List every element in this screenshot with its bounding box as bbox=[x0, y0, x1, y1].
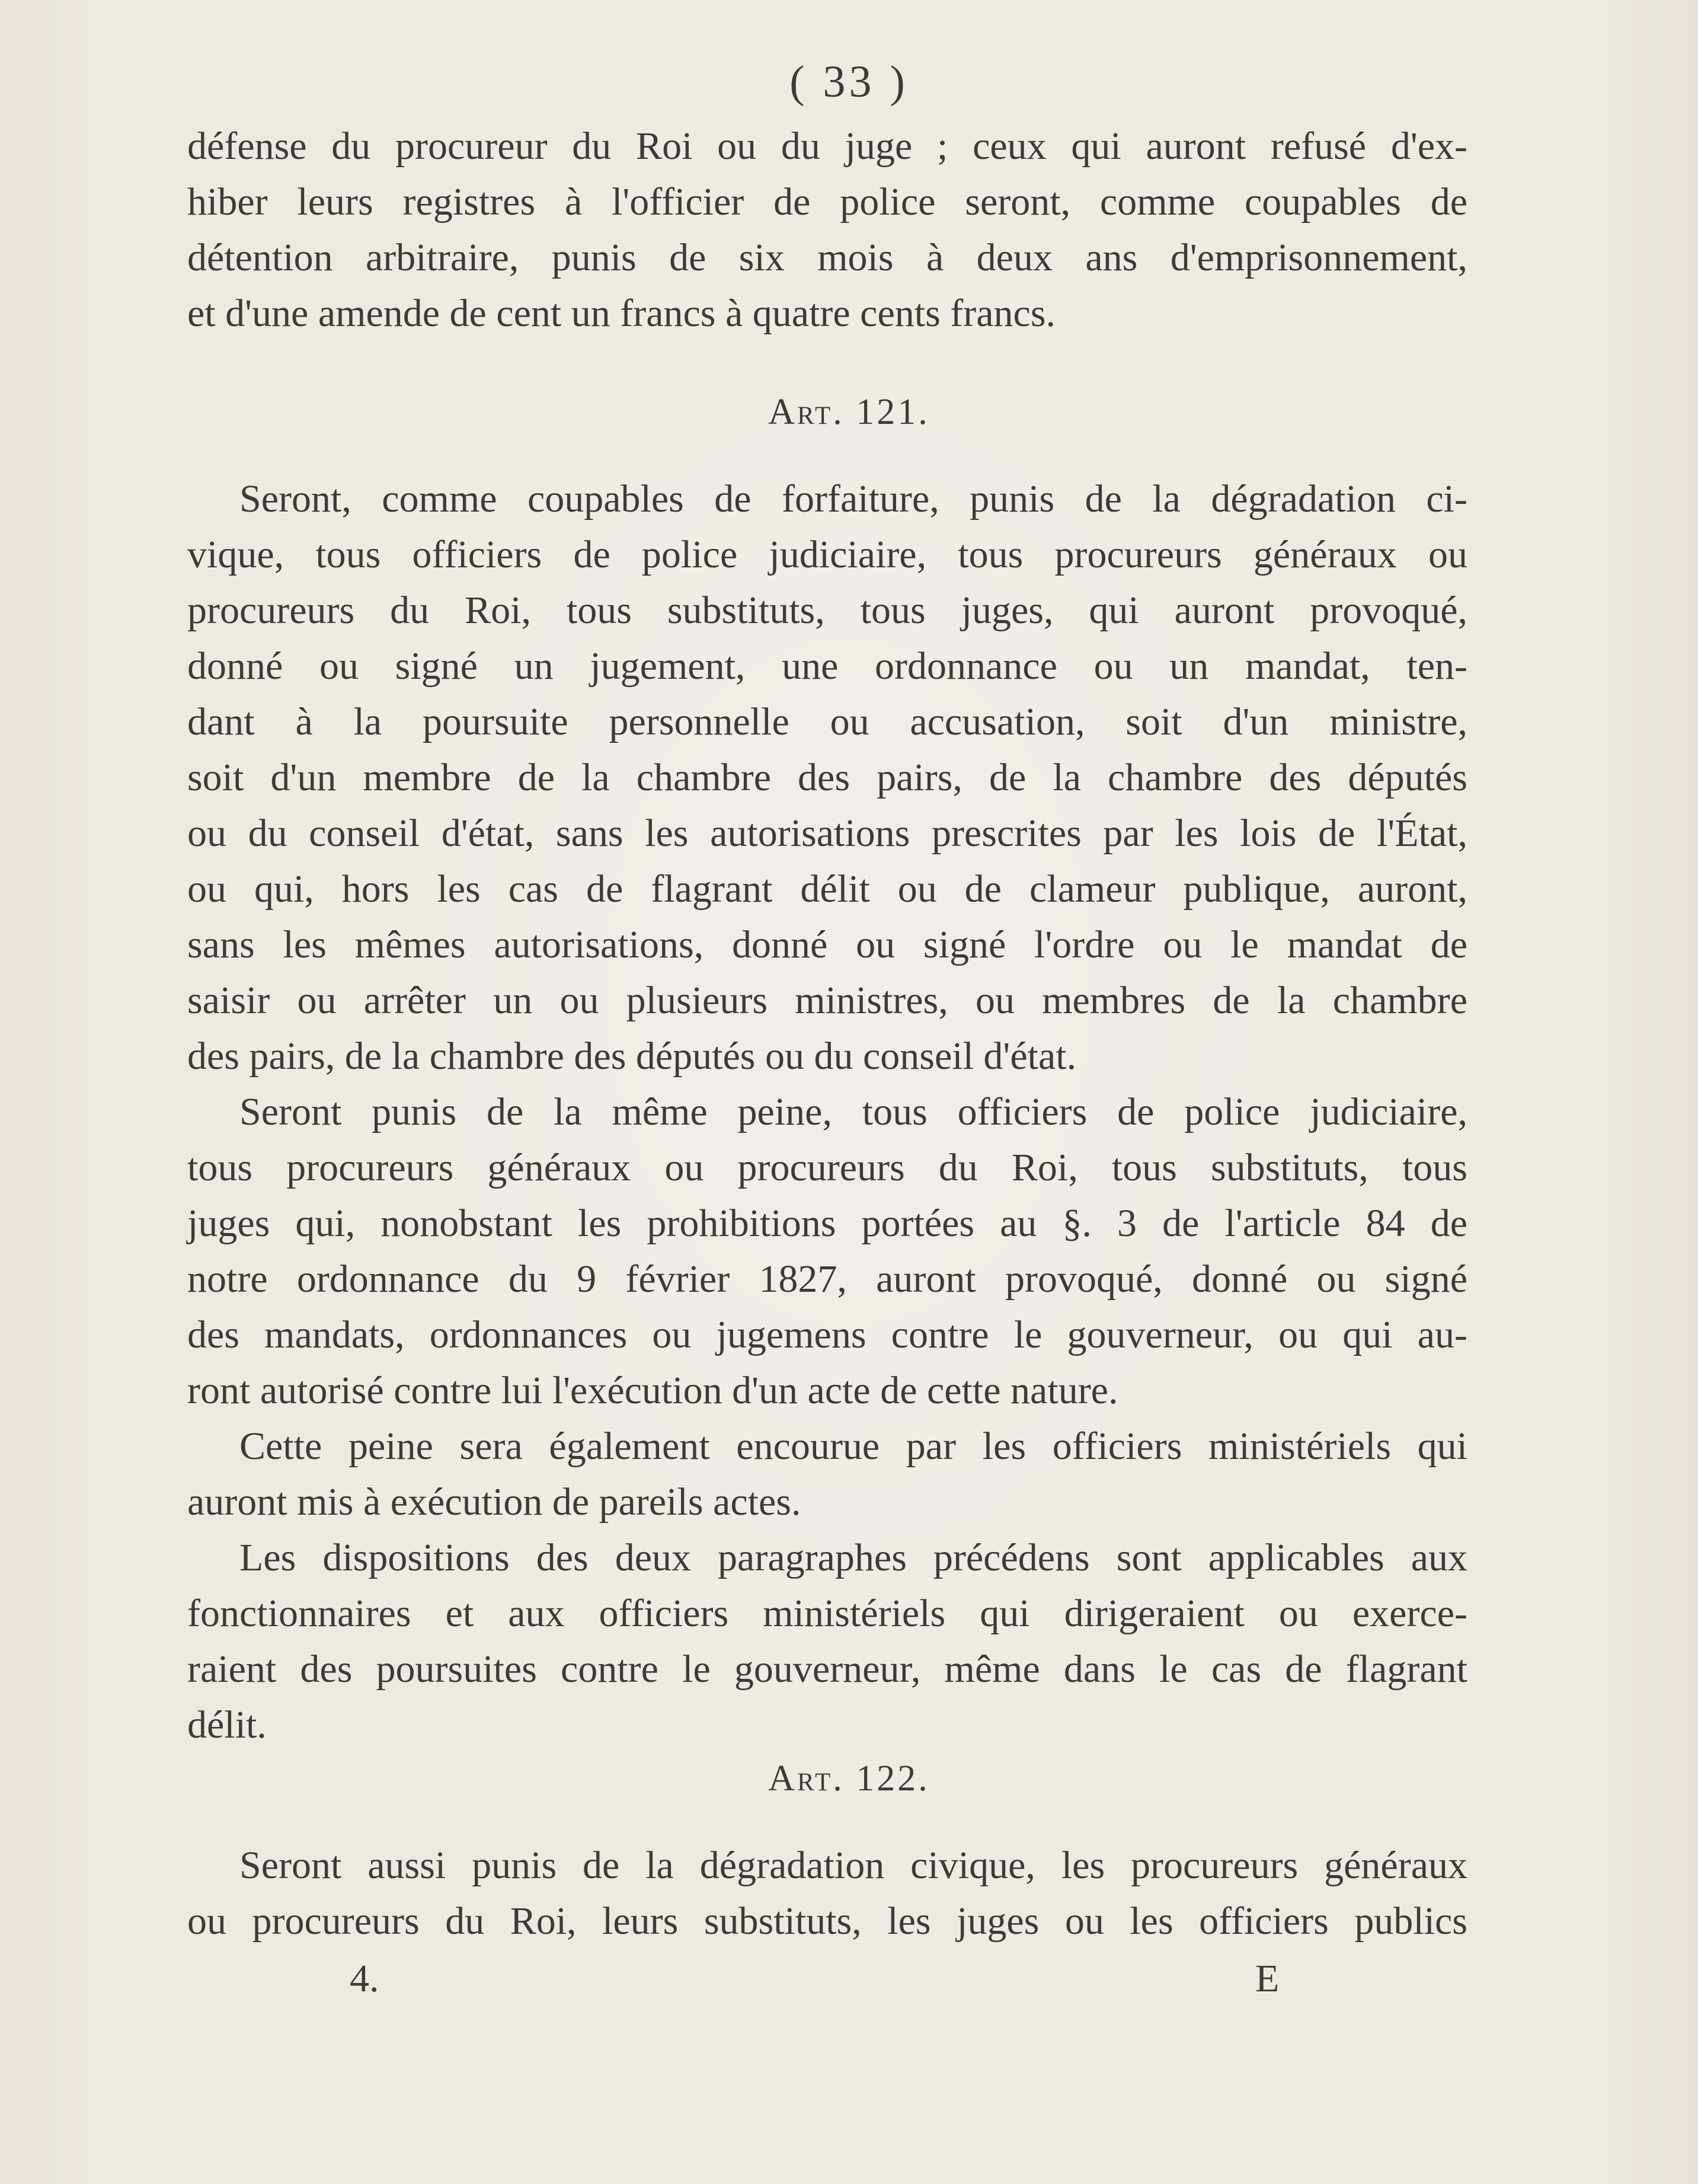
text-line: ou qui, hors les cas de flagrant délit ou de clameur publique, auront, bbox=[187, 867, 1467, 911]
text-line: délit. bbox=[187, 1703, 267, 1746]
text-line: ou du conseil d'état, sans les autorisations prescrites par les lois de l'État, bbox=[187, 812, 1467, 855]
signature-mark: 4. bbox=[350, 1957, 379, 2000]
text-line: Les dispositions des deux paragraphes précédens sont applicables aux bbox=[239, 1536, 1467, 1579]
text-line: juges qui, nonobstant les prohibitions portées au §. 3 de l'article 84 de bbox=[187, 1202, 1467, 1245]
text-line: saisir ou arrêter un ou plusieurs ministres, ou membres de la chambre bbox=[187, 979, 1467, 1022]
article-121-heading: Art. 121. bbox=[768, 392, 930, 432]
article-122-heading: Art. 122. bbox=[768, 1758, 930, 1799]
text-line: hiber leurs registres à l'officier de police seront, comme coupables de bbox=[187, 180, 1467, 223]
text-line: dant à la poursuite personnelle ou accusation, soit d'un ministre, bbox=[187, 700, 1467, 743]
text-line: procureurs du Roi, tous substituts, tous juges, qui auront provoqué, bbox=[187, 589, 1467, 632]
text-line: tous procureurs généraux ou procureurs du Roi, tous substituts, tous bbox=[187, 1146, 1467, 1189]
text-line: soit d'un membre de la chambre des pairs, de la chambre des députés bbox=[187, 756, 1467, 799]
text-line: défense du procureur du Roi ou du juge ; ceux qui auront refusé d'ex- bbox=[187, 124, 1467, 168]
text-line: auront mis à exécution de pareils actes. bbox=[187, 1480, 801, 1524]
text-line: vique, tous officiers de police judiciaire, tous procureurs généraux ou bbox=[187, 533, 1467, 576]
text-line: Seront, comme coupables de forfaiture, punis de la dégradation ci- bbox=[239, 477, 1467, 521]
article-121-body bbox=[187, 471, 1467, 1753]
text-line: sans les mêmes autorisations, donné ou signé l'ordre ou le mandat de bbox=[187, 923, 1467, 966]
paragraph-continuation bbox=[187, 119, 1467, 341]
article-122-body bbox=[187, 1838, 1467, 1949]
catchword: E bbox=[1255, 1957, 1280, 2000]
text-line: des pairs, de la chambre des députés ou du conseil d'état. bbox=[187, 1034, 1077, 1078]
text-line: et d'une amende de cent un francs à quatre cents francs. bbox=[187, 292, 1056, 335]
text-line: raient des poursuites contre le gouverneur, même dans le cas de flagrant bbox=[187, 1647, 1467, 1691]
text-line: ou procureurs du Roi, leurs substituts, les juges ou les officiers publics bbox=[187, 1899, 1467, 1943]
text-line: donné ou signé un jugement, une ordonnance ou un mandat, ten- bbox=[187, 644, 1467, 688]
text-line: notre ordonnance du 9 février 1827, auront provoqué, donné ou signé bbox=[187, 1257, 1467, 1301]
text-line: Cette peine sera également encourue par les officiers ministériels qui bbox=[239, 1425, 1467, 1468]
page-number: ( 33 ) bbox=[789, 57, 909, 107]
text-line: fonctionnaires et aux officiers ministériels qui dirigeraient ou exerce- bbox=[187, 1592, 1467, 1635]
text-line: des mandats, ordonnances ou jugemens contre le gouverneur, ou qui au- bbox=[187, 1313, 1467, 1356]
text-line: ront autorisé contre lui l'exécution d'un acte de cette nature. bbox=[187, 1369, 1118, 1412]
text-line: détention arbitraire, punis de six mois à deux ans d'emprisonnement, bbox=[187, 236, 1467, 279]
text-line: Seront aussi punis de la dégradation civique, les procureurs généraux bbox=[239, 1844, 1467, 1887]
text-line: Seront punis de la même peine, tous officiers de police judiciaire, bbox=[239, 1090, 1467, 1133]
